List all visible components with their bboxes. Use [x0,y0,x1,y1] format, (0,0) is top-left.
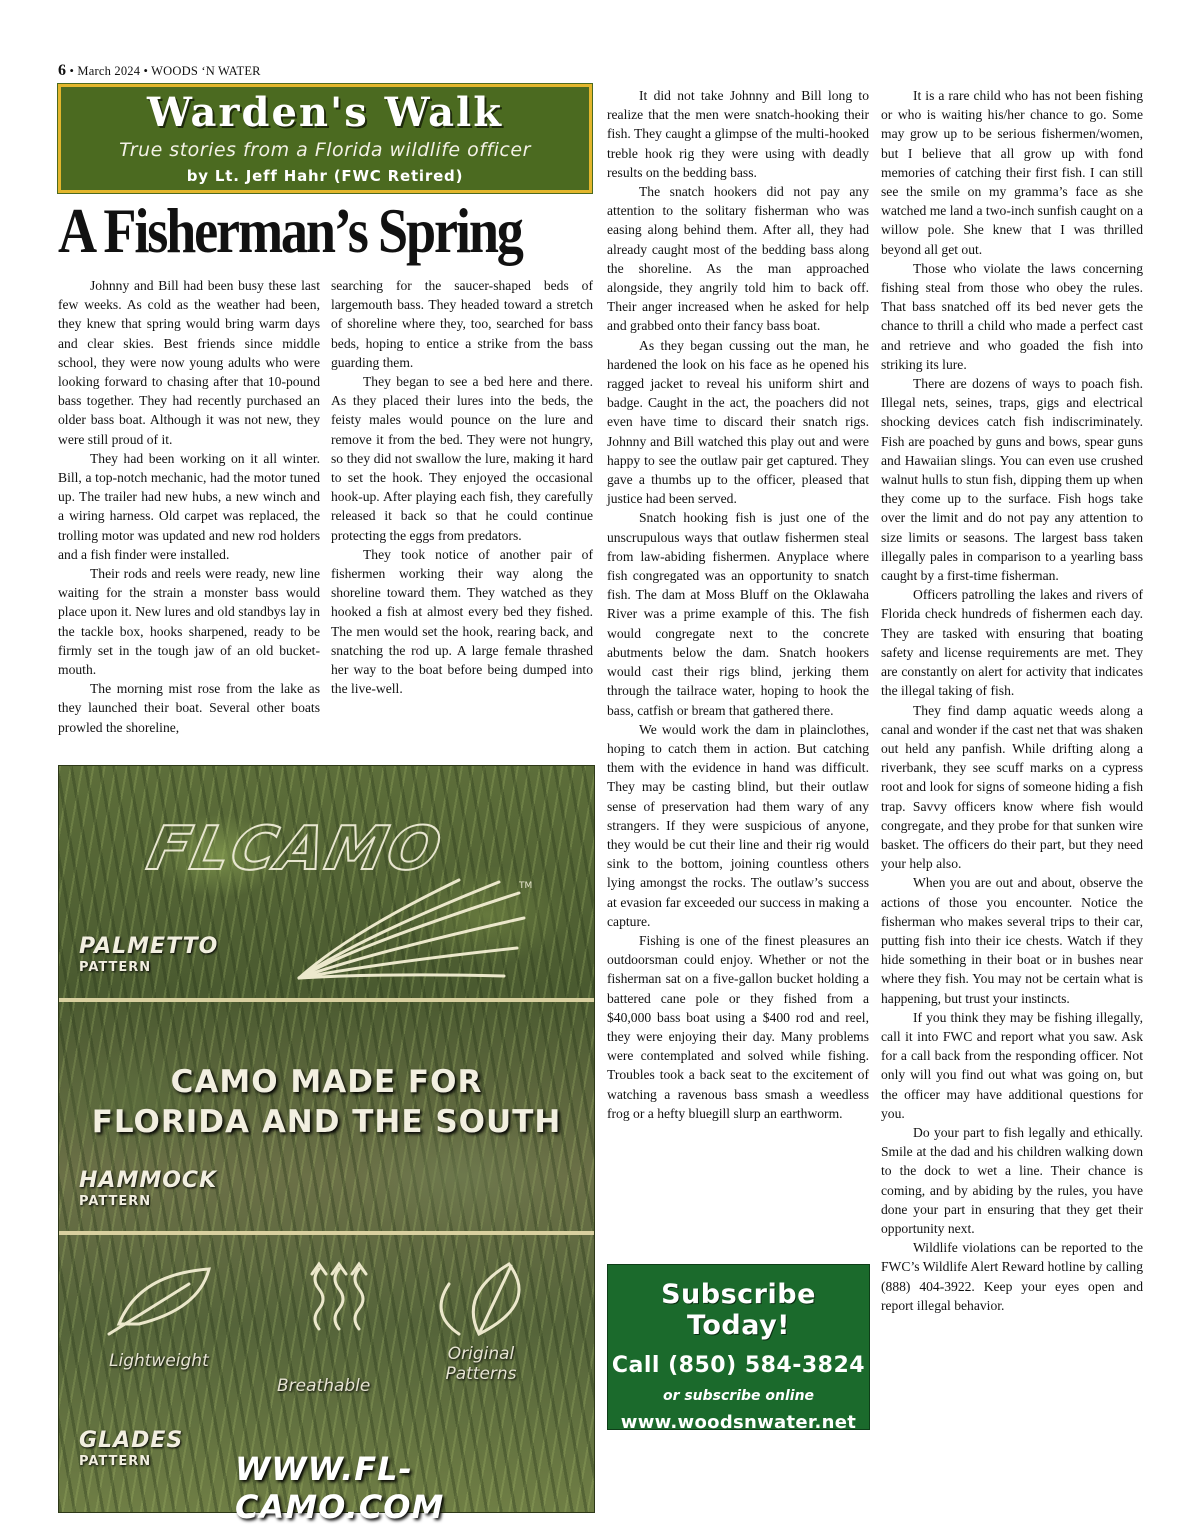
paragraph: Wildlife violations can be reported to the FWC’s Wildlife Alert Reward hotline by calling (888) 404-3922. Keep your eyes open and report illegal behavior. [881,1240,1143,1313]
paragraph: It is a rare child who has not been fishing or who is waiting his/her chance to go. Some may grow up to be serious fishermen/women, but I believe that all grow up with fond memories of catching their first fish. I can still see the smile on my gramma’s face as she watched me land a two-inch sunfish caught on a willow pole. She knew that I was thrilled beyond all get out. [881,88,1143,257]
subscribe-url[interactable]: www.woodsnwater.net [620,1412,857,1433]
tagline-line-2: FLORIDA AND THE SOUTH [91,1104,562,1141]
pattern-suffix: PATTERN [79,1454,152,1469]
trademark-mark: TM [519,881,533,891]
pattern-name: HAMMOCK [79,1168,218,1193]
breathable-icon [312,1264,366,1329]
paragraph: Do your part to fish legally and ethically. Smile at the dad and his children walking down to the dock to wet a line. Their chance is coming, and by abiding by the rules, you have done your part in ensuring that they get their opportunity next. [881,1124,1143,1236]
paragraph: They began to see a bed here and there. As they placed their lures into the beds, the feisty males would pounce on the lure and remove it from the bed. They were not hungry, so they did not swallow the lure, making it hard to set the hook. They enjoyed the occasional hook-up. After playing each fish, they carefully released it back so that he could continue protecting the eggs from predators. [331,374,593,543]
article-column-2 [331,276,593,698]
pattern-suffix: PATTERN [79,960,152,975]
palm-frond-icon [289,878,529,988]
subscribe-phone[interactable]: Call (850) 584-3824 [611,1353,866,1378]
banner-byline: by Lt. Jeff Hahr (FWC Retired) [186,167,464,185]
subscribe-title: Subscribe Today! [661,1279,816,1341]
paragraph: searching for the saucer-shaped beds of largemouth bass. They headed toward a stretch of shoreline where they, too, searched for bass beds, hoping to entice a strike from the bass guarding them. [331,278,593,370]
page-folio [58,62,261,80]
paragraph: They had been working on it all winter. Bill, a top-notch mechanic, had the motor tuned up. The trailer had new hubs, a new winch and a wiring harness. Old carpet was replaced, the trolling motor was updated and new rod holders and a fish finder were installed. [58,450,320,562]
paragraph: Snatch hooking fish is just one of the unscrupulous ways that outlaw fishermen steal from law-abiding fishermen. Anyplace where fish congregated was an opportunity to snatch fish. The dam at Moss Bluff on the Oklawaha River was a prime example of this. The fish would congregate next to the concrete abutments below the dam. Snatch hookers would cast their rigs blind, jerking them through the tailrace water, hoping to hook the bass, catfish or bream that gathered there. [607,510,869,718]
subscribe-box[interactable] [607,1264,870,1433]
banner-subtitle: True stories from a Florida wildlife officer [119,139,531,161]
paragraph: The snatch hookers did not pay any attention to the solitary fisherman who was easing along behind them. After all, they had already caught most of the bedding bass along the shoreline. As the man approached alongside, they angrily told him to back off. Their anger increased when he asked for help and grabbed onto their fancy bass boat. [607,184,869,334]
paragraph: They took notice of another pair of fishermen working their way along the shoreline toward them. They watched as they hooked a fish at almost every bed they fished. The men would set the hook, rearing back, and snatching the rod up. A large female thrashed her way to the boat before being dumped into the live-well. [331,546,593,697]
paragraph: They find damp aquatic weeds along a canal and wonder if the cast net that was shaken out held any panfish. While drifting along a riverbank, they see scuff marks on a cypress root and look for signs of someone hiding a fish trap. Savvy officers know where fish would congregate, and they probe for that sunken wire basket. The officers do their part, but they need your help also. [881,702,1143,872]
column-banner [58,84,592,193]
article-column-3 [607,86,869,1123]
paragraph: Those who violate the laws concerning fishing steal from those who obey the rules. That bass snatched off its bed never gets the chance to thrill a child who made a perfect cast and retrieve and who goaded the fish into striking its lure. [881,260,1143,372]
paragraph: Their rods and reels were ready, new line waiting for the strain a monster bass would place upon it. New lures and old standbys lay in the tackle box, hooks sharpened, ready to be firmly set in the tough jaw of an old bucket-mouth. [58,566,320,678]
paragraph: Johnny and Bill had been busy these last few weeks. As cold as the weather had been, they knew that spring would bring warm days and clear skies. Best friends since middle school, they were now young adults who were looking forward to chasing after that 10-pound bass together. They had recently purchased an older bass boat. Although it was not new, they were still proud of it. [58,278,320,447]
page-number: 6 [58,62,67,79]
ad-divider [59,1231,594,1235]
article-headline: A Fisherman’s Spring [58,196,522,266]
paragraph: If you think they may be fishing illegally, call it into FWC and report what you saw. Ask for a call back from the responding officer. Not only will you find out what was going on, but the officer may have additional questions for you. [881,1009,1143,1121]
ad-tagline [59,1062,594,1143]
feature-original-patterns: Original Patterns [445,1344,517,1385]
ad-divider [59,998,594,1002]
flcamo-logo: FLCAMO [141,814,449,884]
folio-text: • March 2024 • WOODS ‘N WATER [66,64,261,78]
paragraph: Fishing is one of the finest pleasures an outdoorsman could enjoy. Whether or not the fisherman sat on a five-gallon bucket holding a battered cane pole or they fished from a $40,000 bass boat using a $400 rod and reel, they were enjoying their day. Many problems were contemplated and solved while fishing. Troubles took a back seat to the excitement of watching a ravenous bass smash a weedless frog or a hefty bluegill slurp an earthworm. [607,932,869,1121]
paragraph: When you are out and about, observe the actions of those you encounter. Notice the fisherman who makes several trips to their car, putting fish into their ice chests. Watch if they hide something in their boat or in bushes near where they fish. You may not be certain what is happening, but trust your instincts. [881,875,1143,1006]
article-column-1 [58,276,320,737]
paragraph: It did not take Johnny and Bill long to realize that the men were snatch-hooking their fish. They caught a glimpse of the multi-hooked treble hook rig they were using with deadly results on the bedding bass. [607,88,869,180]
palmetto-pattern-label [79,936,218,974]
paragraph: Officers patrolling the lakes and rivers of Florida check hundreds of fishermen each day. They are tasked with ensuring that boating safety and license requirements are met. They are constantly on alert for activity that indicates the illegal taking of fish. [881,587,1143,699]
pattern-name: GLADES [79,1428,184,1453]
paragraph: There are dozens of ways to poach fish. Illegal nets, seines, traps, gigs and electrical shocking devices catch fish indiscriminately. Fish are poached by guns and bows, spear guns and Hawaiian slings. You can even use crushed walnut hulls to stun fish, dipping them up when they come up to the surface. Fish hogs take over the limit and do not pay any attention to size limits or seasons. The largest bass taken illegally pales in comparison to a yearling bass caught by a first-time fisherman. [881,376,1143,584]
paragraph: As they began cussing out the man, he hardened the look on his face as he opened his ragged jacket to reveal his uniform shirt and badge. Caught in the act, the poachers did not even have time to discard their snatch rigs. Johnny and Bill watched this play out and were happy to see the outlaw pair get captured. They gave a thumbs up to the officer, pleased that justice had been served. [607,337,869,507]
feather-icon [109,1269,209,1334]
feature-breathable: Breathable [277,1376,371,1396]
pattern-suffix: PATTERN [79,1194,152,1209]
hammock-pattern-label [79,1170,217,1208]
leaf-icon [441,1264,519,1334]
pattern-name: PALMETTO [79,934,219,959]
tagline-line-1: CAMO MADE FOR [170,1064,483,1100]
flcamo-advertisement[interactable] [58,765,595,1526]
subscribe-or-text: or subscribe online [662,1388,815,1404]
banner-title: Warden's Walk [147,89,503,136]
paragraph: The morning mist rose from the lake as they launched their boat. Several other boats prowled the shoreline, [58,681,320,735]
article-column-4 [881,86,1143,1315]
glades-pattern-label [79,1430,183,1468]
feature-icons [99,1254,559,1344]
feature-lightweight: Lightweight [109,1351,209,1371]
paragraph: We would work the dam in plainclothes, hoping to catch them in action. But catching them with the evidence in hand was difficult. They may be casting blind, but their outlaw sense of preservation had them wary of any strangers. If they were suspicious of anyone, they would be cut their line and their rig would sink to the bottom, joining countless others lying amongst the rocks. The outlaw’s success at evasion far exceeded our success in making a capture. [607,721,869,929]
flcamo-url[interactable]: WWW.FL-CAMO.COM [235,1450,445,1526]
